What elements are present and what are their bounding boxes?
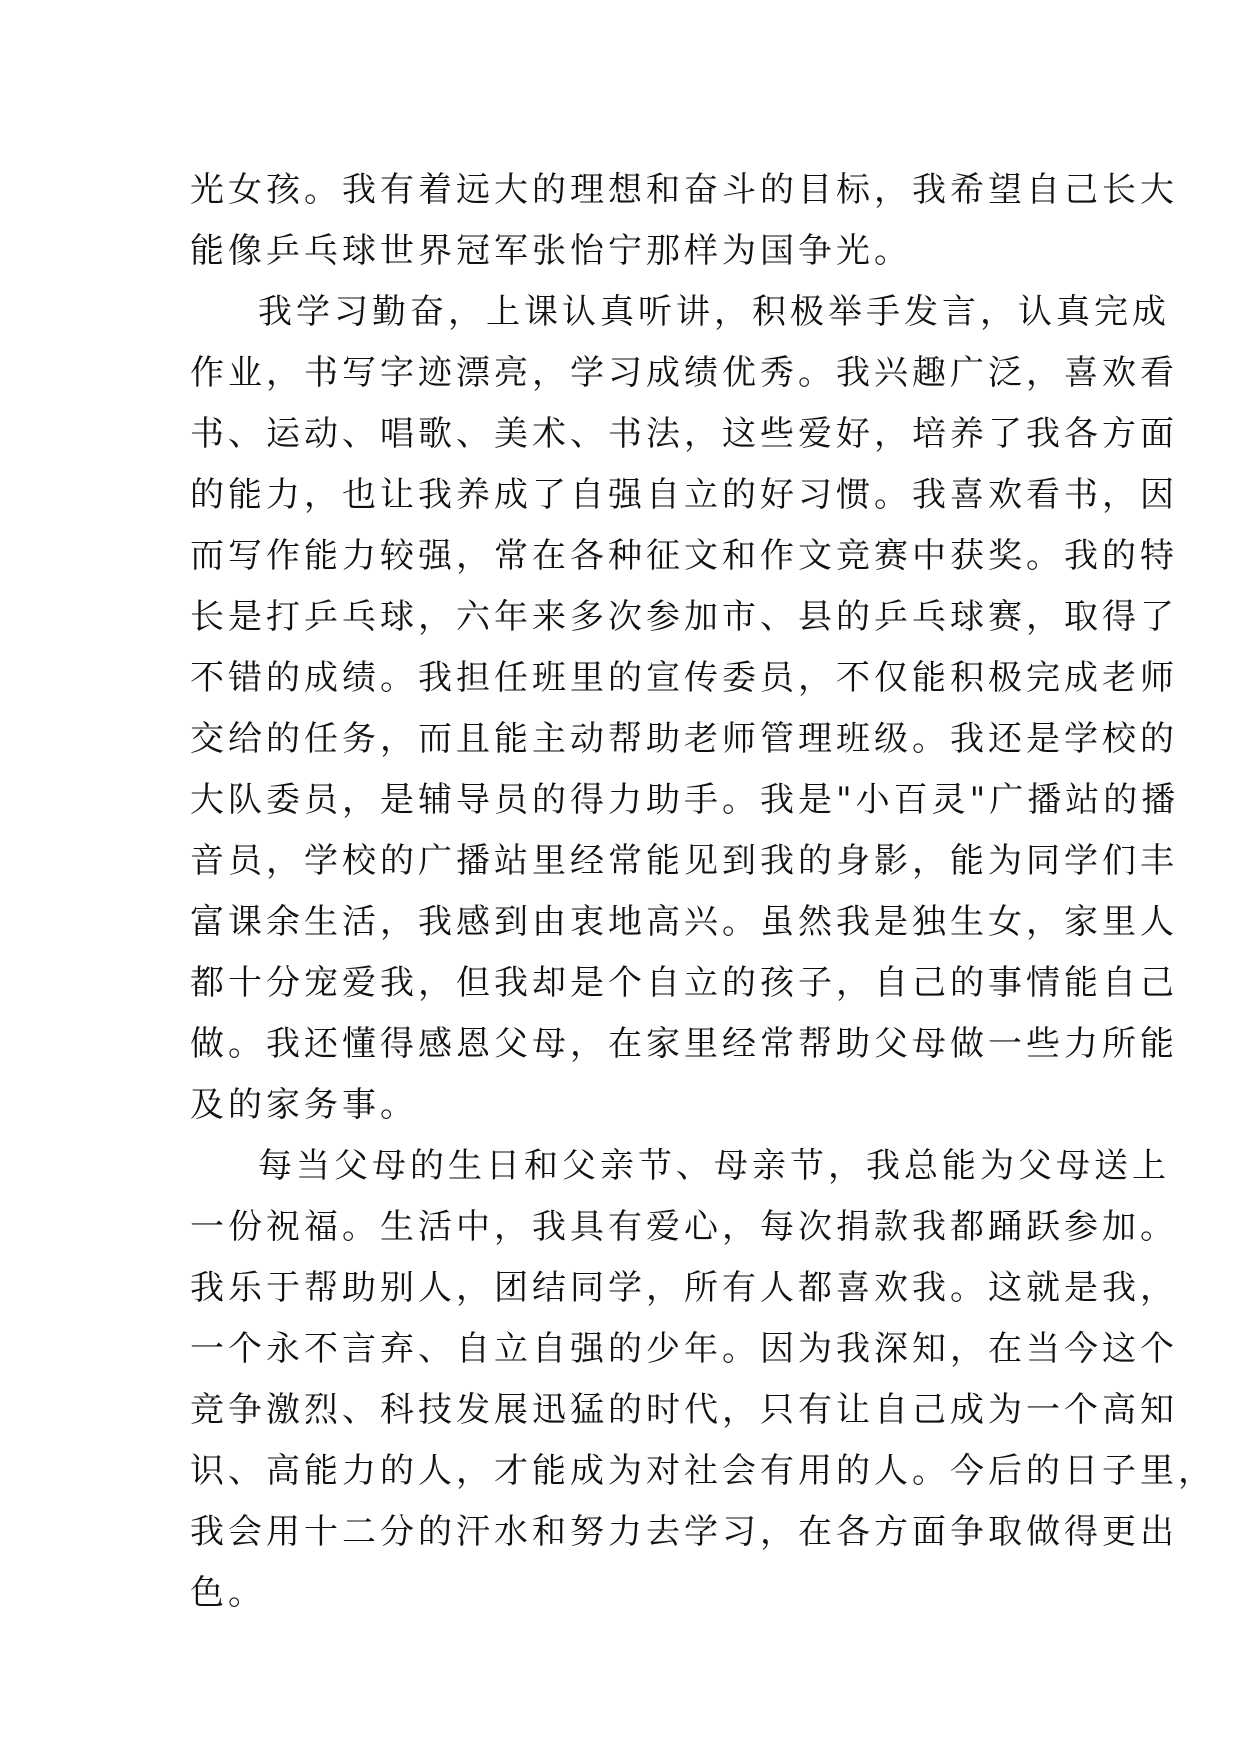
paragraph-3 xyxy=(190,1136,1216,1624)
text-line: 都十分宠爱我，但我却是个自立的孩子，自己的事情能自己 xyxy=(190,963,1178,1003)
text-line: 书、运动、唱歌、美术、书法，这些爱好，培养了我各方面 xyxy=(190,414,1178,454)
text-line: 做。我还懂得感恩父母，在家里经常帮助父母做一些力所能 xyxy=(190,1024,1178,1064)
text-line: 能像乒乓球世界冠军张怡宁那样为国争光。 xyxy=(190,231,912,271)
text-line: 长是打乒乓球，六年来多次参加市、县的乒乓球赛，取得了 xyxy=(190,597,1178,637)
text-line: 我会用十二分的汗水和努力去学习，在各方面争取做得更出 xyxy=(190,1512,1178,1552)
text-line: 大队委员，是辅导员的得力助手。我是"小百灵"广播站的播 xyxy=(190,780,1180,820)
paragraph-2 xyxy=(190,282,1180,1136)
text-line: 及的家务事。 xyxy=(190,1085,418,1125)
text-line: 而写作能力较强，常在各种征文和作文竞赛中获奖。我的特 xyxy=(190,536,1178,576)
text-line: 我学习勤奋，上课认真听讲，积极举手发言，认真完成 xyxy=(258,292,1170,332)
text-line: 交给的任务，而且能主动帮助老师管理班级。我还是学校的 xyxy=(190,719,1178,759)
text-line: 音员，学校的广播站里经常能见到我的身影，能为同学们丰 xyxy=(190,841,1178,881)
text-line: 我乐于帮助别人，团结同学，所有人都喜欢我。这就是我， xyxy=(190,1268,1178,1308)
text-line: 富课余生活，我感到由衷地高兴。虽然我是独生女，家里人 xyxy=(190,902,1178,942)
text-line: 作业，书写字迹漂亮，学习成绩优秀。我兴趣广泛，喜欢看 xyxy=(190,353,1178,393)
text-line: 光女孩。我有着远大的理想和奋斗的目标，我希望自己长大 xyxy=(190,170,1178,210)
text-line: 的能力，也让我养成了自强自立的好习惯。我喜欢看书，因 xyxy=(190,475,1178,515)
text-line: 竞争激烈、科技发展迅猛的时代，只有让自己成为一个高知 xyxy=(190,1390,1178,1430)
text-line: 一份祝福。生活中，我具有爱心，每次捐款我都踊跃参加。 xyxy=(190,1207,1178,1247)
text-line: 每当父母的生日和父亲节、母亲节，我总能为父母送上 xyxy=(258,1146,1170,1186)
document-body xyxy=(190,160,1216,1624)
text-line: 色。 xyxy=(190,1573,266,1613)
text-line: 识、高能力的人，才能成为对社会有用的人。今后的日子里， xyxy=(190,1451,1216,1491)
paragraph-1 xyxy=(190,160,1178,282)
text-line: 不错的成绩。我担任班里的宣传委员，不仅能积极完成老师 xyxy=(190,658,1178,698)
text-line: 一个永不言弃、自立自强的少年。因为我深知，在当今这个 xyxy=(190,1329,1178,1369)
